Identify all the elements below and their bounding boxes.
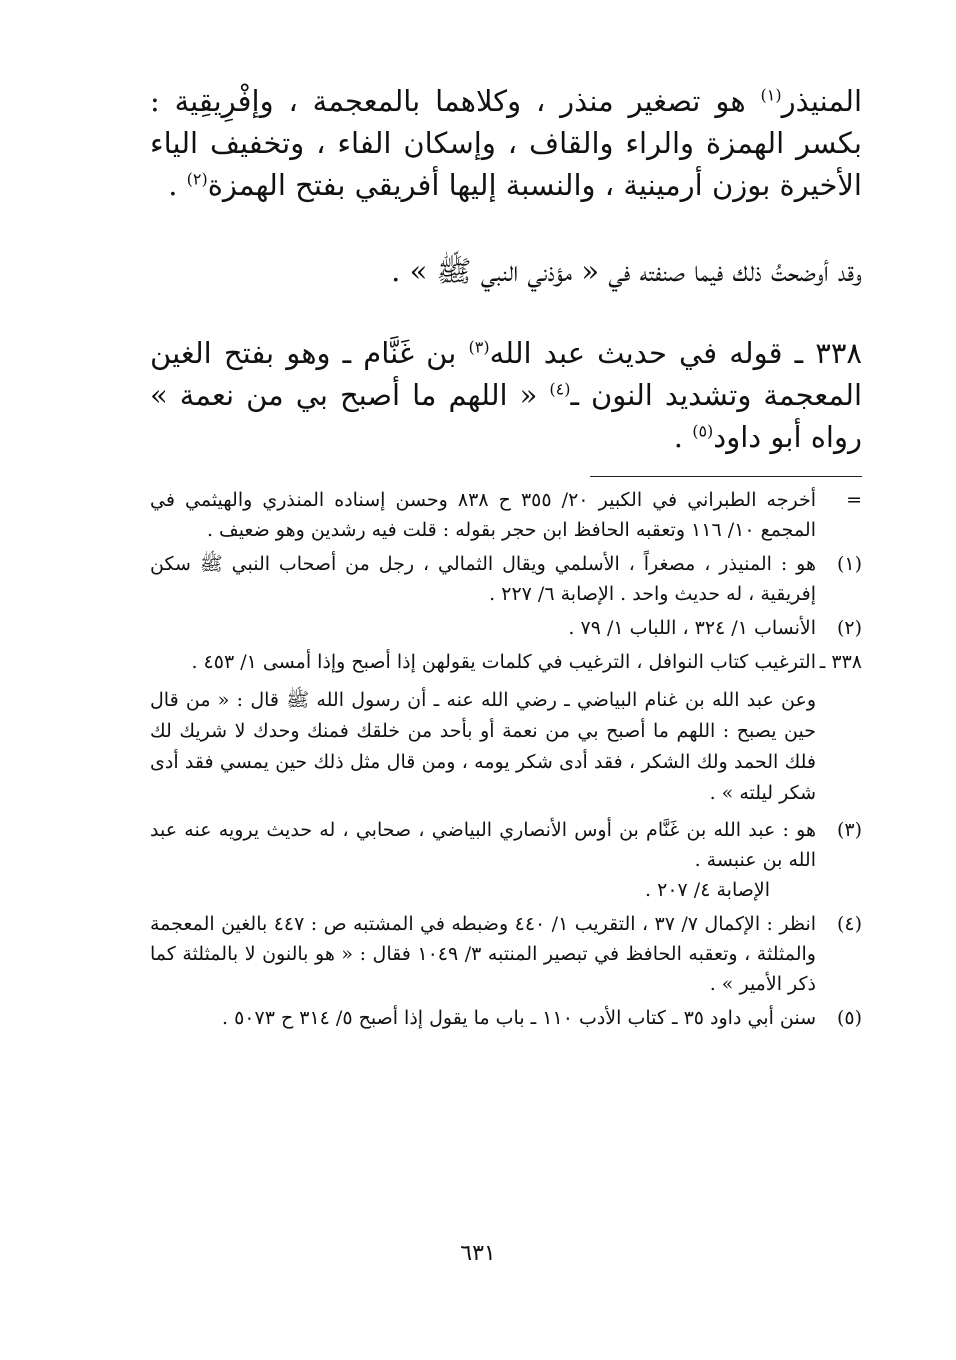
footnote-ref-2[interactable]: (٢)	[186, 169, 208, 189]
footnote-marker: (٣)	[836, 819, 862, 841]
page-body	[150, 80, 862, 1037]
paragraph-3-c: « اللهم ما أصبح بي من نعمة » رواه أبو داود	[150, 378, 862, 454]
footnote-marker: ٣٣٨ ـ	[819, 651, 862, 673]
paragraph-3-a: ٣٣٨ ـ قوله في حديث عبد الله	[489, 336, 862, 370]
paragraph-1-text: هو تصغير منذر ، وكلاهما بالمعجمة ، وإفْرِيقِية : بكسر الهمزة والراء والقاف ، وإسكان الفاء ، وتخفيف الياء الأخيرة بوزن أرمينية ، والنسبة إليها أفريقي بفتح الهمزة	[150, 84, 862, 202]
footnote-ref-3[interactable]: (٣)	[468, 337, 490, 357]
main-text	[150, 80, 862, 458]
footnote-text: انظر : الإكمال ٧/ ٣٧ ، التقريب ١/ ٤٤٠ وضبطه في المشتبه ص : ٤٤٧ بالغين المعجمة والمثلثة ، وتعقبه الحافظ في تبصير المنتبه ٣/ ١٠٤٩ فقال : « هو بالنون لا بالمثلثة كما ذكر الأمير » .	[150, 913, 817, 995]
footnote-text	[150, 815, 816, 905]
footnote-ref-4[interactable]: (٤)	[549, 379, 571, 399]
footnote-marker: (٥)	[836, 1007, 862, 1029]
footnote-2	[150, 613, 862, 643]
paragraph-1	[150, 80, 862, 206]
footnote-5	[150, 1003, 862, 1033]
footnote-text: أخرجه الطبراني في الكبير ٢٠/ ٣٥٥ ح ٨٣٨ وحسن إسناده المنذري والهيثمي في المجمع ١٠/ ١١٦ وتعقبه الحافظ ابن حجر بقوله : قلت فيه رشدين وهو ضعيف .	[150, 489, 816, 541]
footnote-3-source: الإصابة ٤/ ٢٠٧ .	[645, 879, 770, 901]
footnote-divider	[590, 476, 862, 477]
footnote-text: سنن أبي داود ٣٥ ـ كتاب الأدب ١١٠ ـ باب ما يقول إذا أصبح ٥/ ٣١٤ ح ٥٠٧٣ .	[221, 1007, 816, 1029]
footnote-marker: (١)	[836, 553, 862, 575]
footnote-marker: =	[846, 489, 862, 511]
hadith-quote: وعن عبد الله بن غنام البياضي ـ رضي الله عنه ـ أن رسول الله ﷺ قال : « من قال حين يصبح : اللهم ما أصبح بي من نعمة أو بأحد من خلقك فمنك وحدك لا شريك لك فلك الحمد ولك الشكر ، فقد أدى شكر يومه ، ومن قال مثل ذلك حين يمسي فقد أدى شكر ليلته » .	[150, 689, 816, 804]
footnote-3	[150, 815, 862, 905]
footnotes	[150, 485, 862, 1033]
word-munaydhir: المنيذر	[781, 84, 862, 118]
footnote-4	[150, 909, 862, 999]
footnote-text: هو : المنيذر ، مصغراً ، الأسلمي ويقال الثمالي ، رجل من أصحاب النبي ﷺ سكن إفريقية ، له حديث واحد . الإصابة ٦/ ٢٢٧ .	[150, 553, 816, 605]
footnote-338	[150, 647, 862, 677]
paragraph-2: وقد أوضحتُ ذلك فيما صنفته في « مؤذني النبي ﷺ » .	[391, 254, 862, 288]
page-number: ٦٣١	[460, 1241, 496, 1266]
footnote-1	[150, 549, 862, 609]
footnote-text: الأنساب ١/ ٣٢٤ ، اللباب ١/ ٧٩ .	[568, 617, 816, 639]
paragraph-1-end: .	[168, 168, 187, 202]
paragraph-3	[150, 332, 862, 458]
footnote-text: الترغيب كتاب النوافل ، الترغيب في كلمات يقولهن إذا أصبح وإذا أمسى ١/ ٤٥٣ .	[191, 651, 816, 673]
footnote-continuation	[150, 485, 862, 545]
paragraph-3-b: بن غَنَّام ـ وهو بفتح الغين المعجمة وتشديد النون ـ	[150, 336, 862, 412]
footnote-marker: (٤)	[836, 913, 862, 935]
paragraph-3-end: .	[673, 420, 693, 454]
footnote-ref-1[interactable]: (١)	[760, 85, 782, 105]
footnote-marker: (٢)	[836, 617, 862, 639]
footnote-ref-5[interactable]: (٥)	[692, 421, 714, 441]
footnote-3-text: هو : عبد الله بن غَنَّام بن أوس الأنصاري البياضي ، صحابي ، له حديث يرويه عنه عبد الله بن عنبسة .	[150, 819, 816, 871]
